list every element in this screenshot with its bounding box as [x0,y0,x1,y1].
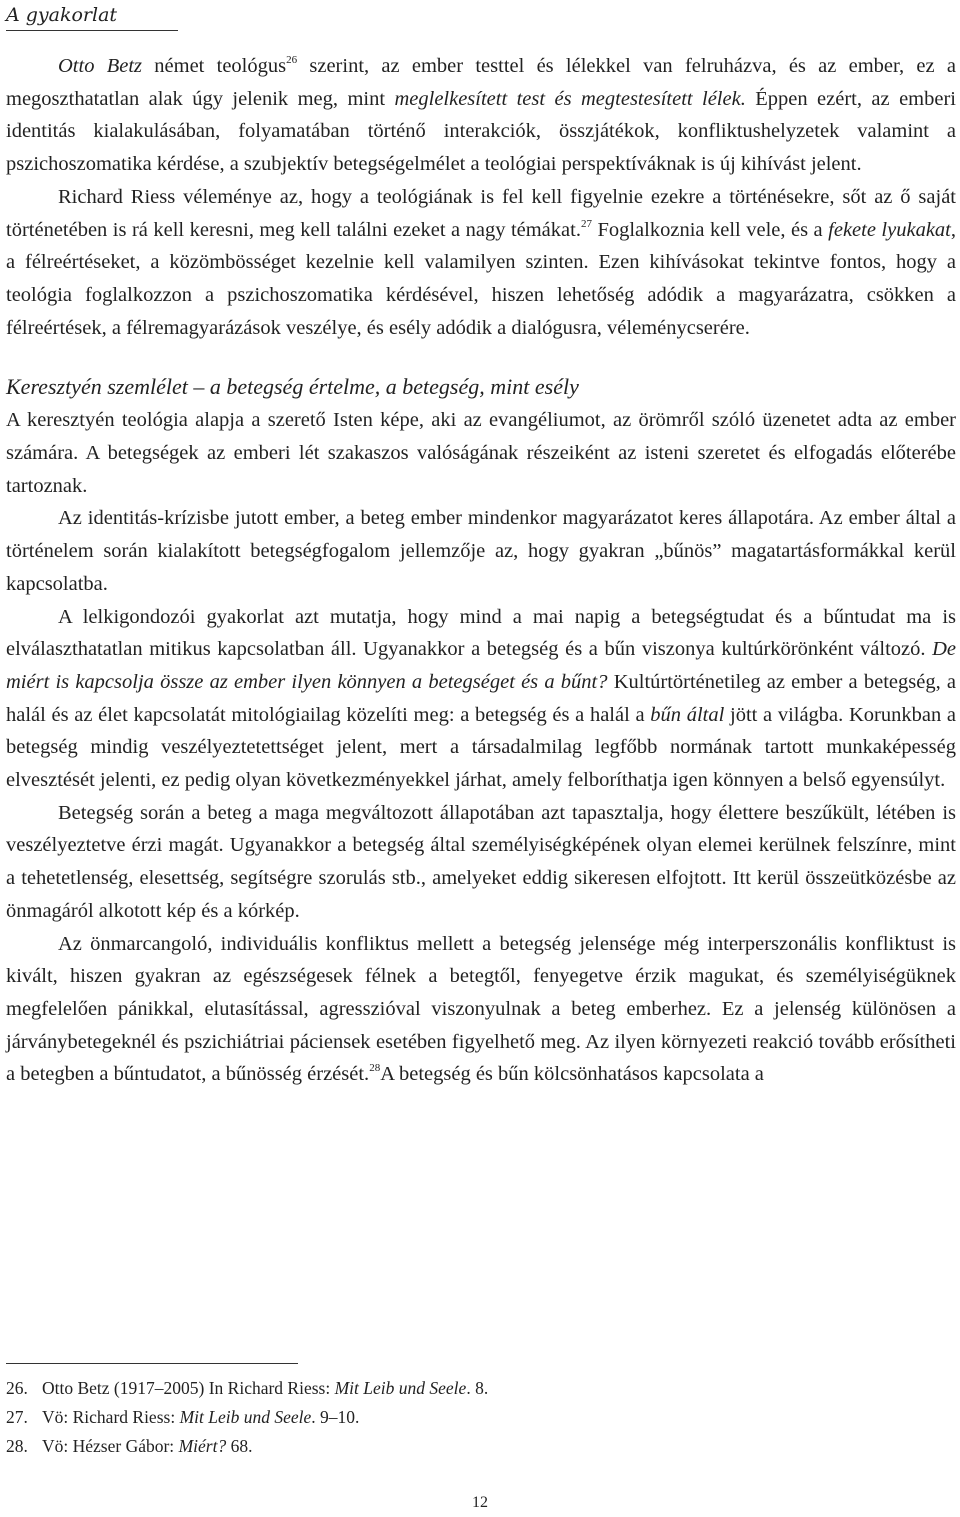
paragraph-5: A lelkigondozói gyakorlat azt mutatja, hogy mind a mai napig a betegségtudat és a bűntudat ma is elválaszthatatlan mitikus kapcsolatban áll. Ugyanakkor a betegség és a bűn viszonya kultúrkörönként változó. De miért is kapcsolja össze az ember ilyen könnyen a betegséget és a bűnt? Kultúrtörténetileg az ember a betegség, a halál és az élet kapcsolatát mitológiailag közelíti meg: a betegség és a halál a bűn által jött a világba. Korunkban a betegség mindig veszélyeztetettséget jelent, mert a társadalmilag legfőbb normának tartott munkaképesség elvesztését jelenti, ez pedig olyan következményekkel járhat, amely felboríthatja igen könnyen a belső egyensúlyt. [6,605,956,792]
running-header: A gyakorlat [6,2,178,31]
paragraph-4: Az identitás-krízisbe jutott ember, a beteg ember mindenkor magyarázatot keres állapotára. Az ember által a történelem során kialakított betegségfogalom jellemzője az, hogy gyakran „bűnös” magatartásformákkal kerül kapcsolatba. [6,507,956,595]
footnotes [6,1374,906,1461]
footnote-divider [6,1363,298,1364]
paragraph-1: Otto Betz német teológus$^{26}$ szerint, az ember testtel és lélekkel van felruházva, és az ember, ez a megoszthatatlan alak úgy jelenik meg, mint meglelkesített test és megtestesített lélek. Éppen ezért, az emberi identitás kialakulásában, folyamatában történő interakciók, összjátékok, konfliktushelyzetek valamint a pszichoszomatika kérdése, a szubjektív betegségelmélet a teológiai perspektíváknak is új kihívást jelent. [6,54,956,176]
footnote-ref-27[interactable]: 27 [580,217,592,230]
page-number: 12 [472,1494,488,1511]
paragraph-2: Richard Riess véleménye az, hogy a teológiának is fel kell figyelnie ezekre a történésekre, sőt az ő saját történetében is rá kell keresni, meg kell találni ezeket a nagy témákat.$^{27}$ Foglalkoznia kell vele, és a fekete lyukakat, a félreértéseket, a közömbösséget kezelnie kell valamilyen szinten. Ezen kihívásokat tekintve fontos, hogy a teológia foglalkozzon a pszichoszomatika kérdésével, hiszen lehetőség adódik a magyarázatra, csökken a félreértések, a félremagyarázások veszélye, és esély adódik a dialógusra, véleménycserére. [6,185,956,339]
footnote-28: 28. Vö: Hézser Gábor: Miért? 68. [6,1436,253,1456]
section-title: Keresztyén szemlélet – a betegség értelme, a betegség, mint esély [6,374,579,400]
paragraph-6: Betegség során a beteg a maga megváltozott állapotában azt tapasztalja, hogy élettere beszűkült, létében is veszélyeztetve érzi magát. Ugyanakkor a betegség által személyiségképének olyan elemei kerülnek felszínre, mint a tehetetlenség, elesettség, segítségre szorulás stb., amelyeket eddig sikeresen elfojtott. Itt kerül összeütközésbe az önmagáról alkotott kép és a kórkép. [6,801,956,922]
body-text [6,50,956,1091]
paragraph-3: A keresztyén teológia alapja a szerető Isten képe, aki az evangéliumot, az örömről szóló üzenetet adta az ember számára. A betegségek az emberi lét szakaszos valóságának részeiként az isteni szeretet és elfogadás előterébe tartoznak. [6,409,956,497]
footnote-26: 26. Otto Betz (1917–2005) In Richard Riess: Mit Leib und Seele. 8. [6,1378,489,1398]
footnote-ref-26[interactable]: 26 [286,54,298,66]
footnote-27: 27. Vö: Richard Riess: Mit Leib und Seele. 9–10. [6,1407,360,1427]
paragraph-7: Az önmarcangoló, individuális konfliktus mellett a betegség jelensége még interperszonális konfliktust is kivált, hiszen gyakran az egészségesek félnek a betegtől, fenyegetve érzik magukat, és személyiségüknek megfelelően pánikkal, elutasítással, agresszióval viszonyulnak a beteg emberhez. Ez a jelenség különösen a járványbetegeknél és pszichiátriai páciensek esetében figyelhető meg. Az ilyen környezeti reakció tovább erősítheti a betegben a bűntudatot, a bűnösség érzését.$^{28}$A betegség és bűn kölcsönhatásos kapcsolata a [6,932,956,1086]
footnote-ref-28[interactable]: 28 [369,1062,381,1075]
